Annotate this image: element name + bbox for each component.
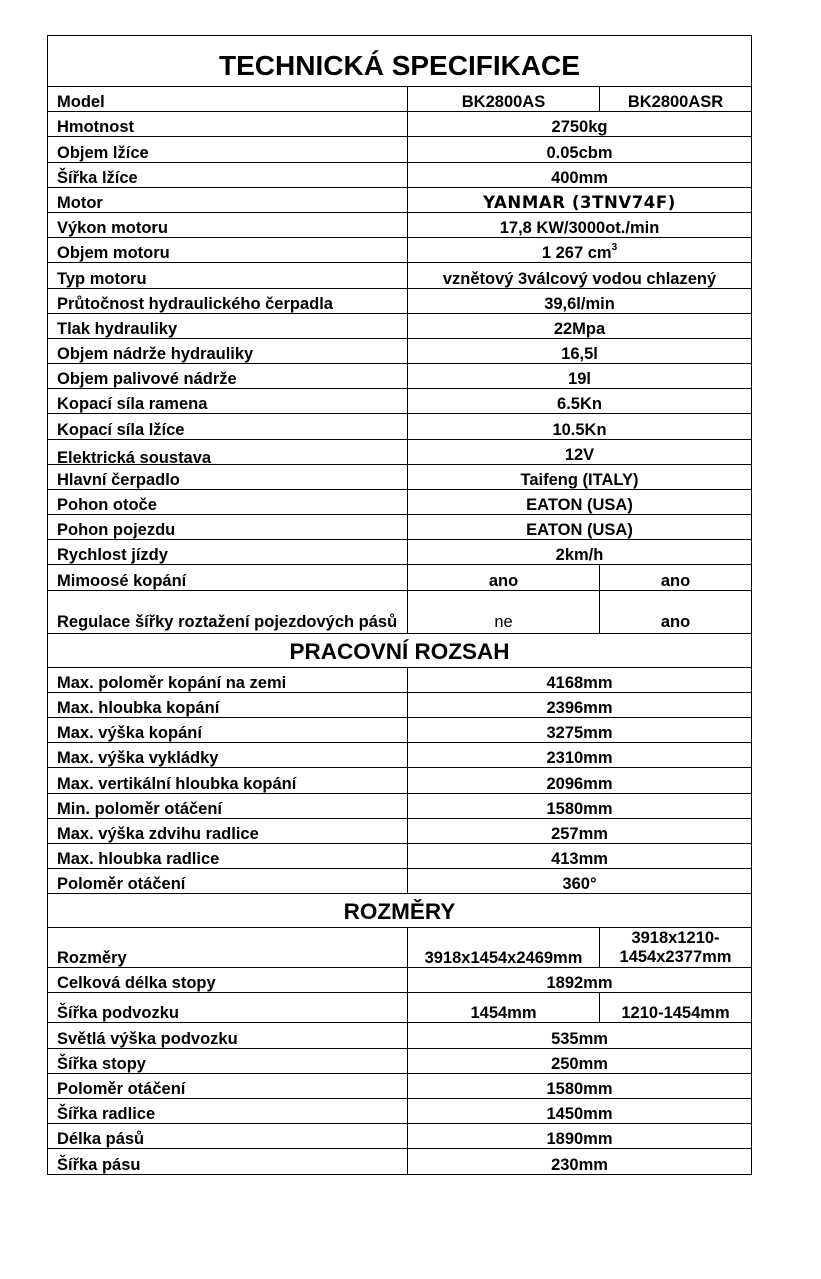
value-a: 3918x1454x2469mm — [408, 928, 600, 968]
spec-value: Taifeng (ITALY) — [408, 464, 752, 489]
spec-label: Šířka podvozku — [48, 993, 408, 1023]
spec-label: Šířka lžíce — [48, 162, 408, 187]
spec-label: Objem palivové nádrže — [48, 364, 408, 389]
spec-row — [48, 1023, 752, 1048]
spec-value: 1892mm — [408, 968, 752, 993]
spec-value: vznětový 3válcový vodou chlazený — [408, 263, 752, 288]
value-b: 3918x1210-1454x2377mm — [600, 928, 752, 968]
spec-row — [48, 389, 752, 414]
spec-label: Max. vertikální hloubka kopání — [48, 768, 408, 793]
spec-row — [48, 288, 752, 313]
spec-label: Max. výška vykládky — [48, 743, 408, 768]
spec-value: 19l — [408, 364, 752, 389]
spec-label: Pohon pojezdu — [48, 515, 408, 540]
spec-row — [48, 1124, 752, 1149]
spec-row — [48, 1099, 752, 1124]
model-row — [48, 87, 752, 112]
spec-label: Tlak hydrauliky — [48, 313, 408, 338]
value-a: 1454mm — [408, 993, 600, 1023]
spec-value: YANMAR (3TNV74F) — [408, 187, 752, 212]
spec-value: 4168mm — [408, 667, 752, 692]
spec-label: Kopací síla ramena — [48, 389, 408, 414]
spec-value: 360° — [408, 869, 752, 894]
spec-row — [48, 843, 752, 868]
section-title-work: PRACOVNÍ ROZSAH — [48, 633, 752, 667]
spec-value: 1580mm — [408, 1073, 752, 1098]
spec-row — [48, 112, 752, 137]
split-row — [48, 590, 752, 633]
spec-row — [48, 793, 752, 818]
spec-label: Min. poloměr otáčení — [48, 793, 408, 818]
spec-value: 413mm — [408, 843, 752, 868]
spec-row — [48, 464, 752, 489]
spec-row — [48, 263, 752, 288]
spec-label: Poloměr otáčení — [48, 1073, 408, 1098]
spec-label: Rychlost jízdy — [48, 540, 408, 565]
spec-row — [48, 743, 752, 768]
spec-label: Šířka stopy — [48, 1048, 408, 1073]
section-title-dims: ROZMĚRY — [48, 894, 752, 928]
split-row — [48, 565, 752, 590]
spec-row — [48, 1073, 752, 1098]
spec-label: Šířka pásu — [48, 1149, 408, 1174]
spec-row — [48, 238, 752, 263]
spec-value: 2310mm — [408, 743, 752, 768]
spec-row — [48, 717, 752, 742]
spec-label: Výkon motoru — [48, 212, 408, 237]
spec-value: 250mm — [408, 1048, 752, 1073]
section-row — [48, 633, 752, 667]
spec-row — [48, 187, 752, 212]
value-b: ano — [600, 565, 752, 590]
spec-row — [48, 162, 752, 187]
spec-row — [48, 364, 752, 389]
spec-label: Max. hloubka radlice — [48, 843, 408, 868]
spec-row — [48, 692, 752, 717]
spec-value: 230mm — [408, 1149, 752, 1174]
spec-row — [48, 439, 752, 464]
spec-row — [48, 768, 752, 793]
spec-label: Mimoosé kopání — [48, 565, 408, 590]
spec-row — [48, 869, 752, 894]
spec-label: Objem motoru — [48, 238, 408, 263]
spec-row — [48, 137, 752, 162]
spec-value: 12V — [408, 439, 752, 464]
spec-value: 17,8 KW/3000ot./min — [408, 212, 752, 237]
spec-row — [48, 313, 752, 338]
spec-table — [47, 35, 752, 1175]
spec-row — [48, 818, 752, 843]
spec-label: Max. poloměr kopání na zemi — [48, 667, 408, 692]
spec-label: Poloměr otáčení — [48, 869, 408, 894]
spec-value — [408, 238, 752, 263]
spec-label: Motor — [48, 187, 408, 212]
engine-volume: 1 267 cm — [541, 244, 612, 263]
spec-value: 400mm — [408, 162, 752, 187]
value-b: 1210-1454mm — [600, 993, 752, 1023]
spec-label: Pohon otoče — [48, 489, 408, 514]
spec-row — [48, 338, 752, 363]
spec-label: Objem lžíce — [48, 137, 408, 162]
value-a: ano — [408, 565, 600, 590]
cubic-superscript: 3 — [611, 241, 618, 253]
spec-value: 1580mm — [408, 793, 752, 818]
split-row — [48, 993, 752, 1023]
spec-label: Objem nádrže hydrauliky — [48, 338, 408, 363]
spec-value: EATON (USA) — [408, 489, 752, 514]
spec-row — [48, 1048, 752, 1073]
spec-label: Typ motoru — [48, 263, 408, 288]
model-b: BK2800ASR — [600, 87, 752, 112]
spec-row — [48, 212, 752, 237]
spec-value: 257mm — [408, 818, 752, 843]
spec-row — [48, 968, 752, 993]
spec-label: Šířka radlice — [48, 1099, 408, 1124]
spec-label — [48, 439, 408, 464]
spec-label: Průtočnost hydraulického čerpadla — [48, 288, 408, 313]
spec-value: 6.5Kn — [408, 389, 752, 414]
spec-value: EATON (USA) — [408, 515, 752, 540]
spec-value: 535mm — [408, 1023, 752, 1048]
spec-value: 2km/h — [408, 540, 752, 565]
model-a: BK2800AS — [408, 87, 600, 112]
spec-row — [48, 489, 752, 514]
spec-label: Regulace šířky roztažení pojezdových pásů — [48, 590, 408, 633]
spec-label-text: Elektrická soustava — [57, 448, 212, 464]
spec-row — [48, 667, 752, 692]
spec-row — [48, 515, 752, 540]
spec-label: Kopací síla lžíce — [48, 414, 408, 439]
title-row — [48, 36, 752, 87]
spec-value: 1890mm — [408, 1124, 752, 1149]
spec-label: Celková délka stopy — [48, 968, 408, 993]
spec-row — [48, 414, 752, 439]
spec-value: 3275mm — [408, 717, 752, 742]
spec-row — [48, 1149, 752, 1174]
spec-value: 0.05cbm — [408, 137, 752, 162]
spec-label: Max. hloubka kopání — [48, 692, 408, 717]
page-title: TECHNICKÁ SPECIFIKACE — [48, 36, 752, 87]
spec-label: Max. výška kopání — [48, 717, 408, 742]
spec-value: 22Mpa — [408, 313, 752, 338]
spec-value: 2396mm — [408, 692, 752, 717]
spec-label: Rozměry — [48, 928, 408, 968]
spec-label: Světlá výška podvozku — [48, 1023, 408, 1048]
spec-value: 10.5Kn — [408, 414, 752, 439]
spec-value: 2096mm — [408, 768, 752, 793]
section-row — [48, 894, 752, 928]
spec-value: 1450mm — [408, 1099, 752, 1124]
spec-row — [48, 540, 752, 565]
spec-label: Hmotnost — [48, 112, 408, 137]
split-row — [48, 928, 752, 968]
spec-label: Max. výška zdvihu radlice — [48, 818, 408, 843]
spec-label: Hlavní čerpadlo — [48, 464, 408, 489]
spec-value: 2750kg — [408, 112, 752, 137]
spec-label: Délka pásů — [48, 1124, 408, 1149]
model-label: Model — [48, 87, 408, 112]
spec-value: 39,6l/min — [408, 288, 752, 313]
value-b: ano — [600, 590, 752, 633]
value-a: ne — [408, 590, 600, 633]
spec-value: 16,5l — [408, 338, 752, 363]
